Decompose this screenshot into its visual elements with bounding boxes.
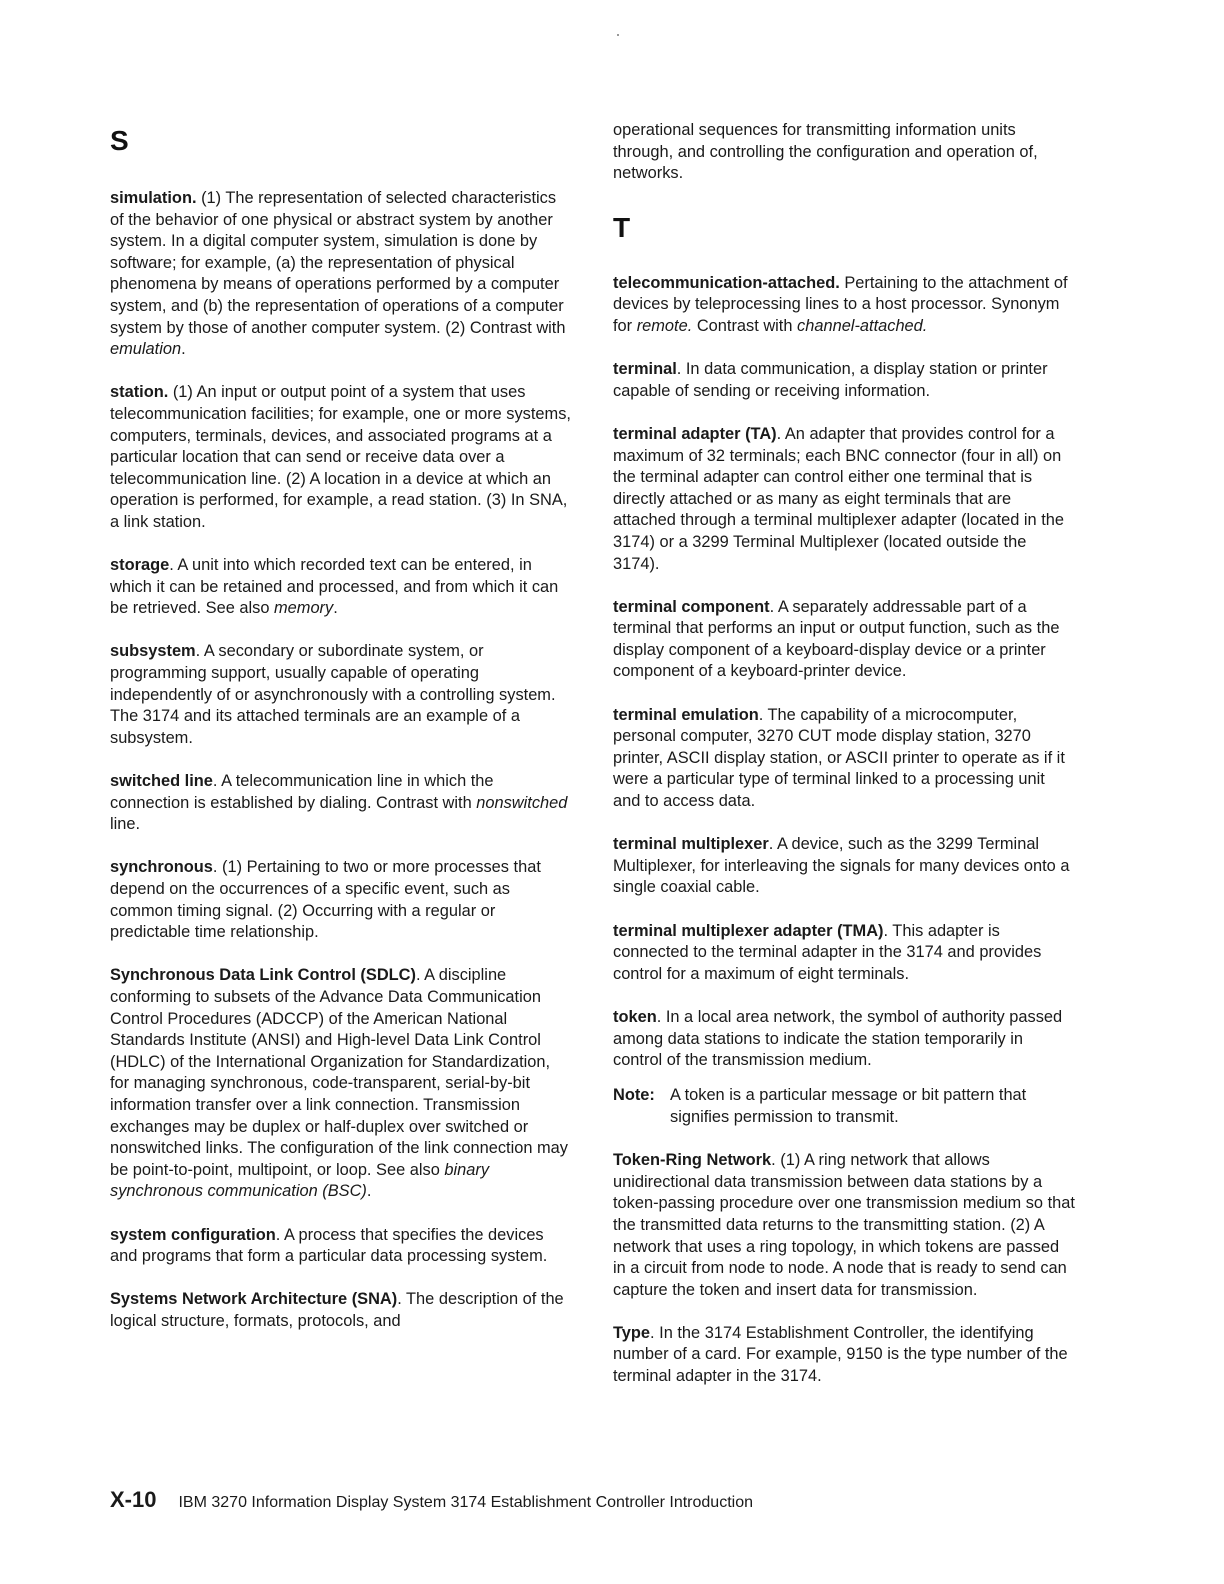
entry-definition-end: . xyxy=(181,340,186,359)
glossary-entry-terminal-component xyxy=(613,597,1075,683)
entry-definition: . In data communication, a display station or printer capable of sending or receiving information. xyxy=(613,360,1048,400)
entry-cross-reference: nonswitched xyxy=(476,793,568,812)
entry-definition-end: . xyxy=(333,599,338,618)
entry-definition: . This adapter is connected to the terminal adapter in the 3174 and provides control for a maximum of eight terminals. xyxy=(613,921,1042,983)
note-label: Note: xyxy=(613,1086,655,1105)
entry-definition: Pertaining to the attachment of devices by teleprocessing lines to a host processor. Synonym for xyxy=(613,273,1068,335)
entry-definition-middle: Contrast with xyxy=(692,316,798,335)
glossary-entry-sna xyxy=(110,1289,572,1332)
entry-term: switched line xyxy=(110,772,213,791)
entry-term: Token-Ring Network xyxy=(613,1151,772,1170)
glossary-entry-terminal-multiplexer xyxy=(613,834,1075,899)
entry-definition: . In the 3174 Establishment Controller, the identifying number of a card. For example, 9150 is the type number of the terminal adapter in the 3174. xyxy=(613,1323,1068,1386)
entry-term: Systems Network Architecture (SNA) xyxy=(110,1290,398,1309)
entry-definition: . A process that specifies the devices and programs that form a particular data processing system. xyxy=(110,1225,548,1266)
glossary-entry-terminal-emulation xyxy=(613,705,1075,813)
entry-definition: (1) An input or output point of a system that uses telecommunication facilities; for example, one or more systems, computers, terminals, devices, and associated programs at a particular location that can send or receive data over a telecommunication line. (2) A location in a device at which an operation is performed, for example, a read station. (3) In SNA, a link station. xyxy=(110,383,571,531)
entry-cross-reference: emulation xyxy=(110,340,182,359)
entry-cross-reference: remote. xyxy=(636,316,693,335)
entry-term: storage xyxy=(110,556,170,575)
entry-definition: . A discipline conforming to subsets of the Advance Data Communication Control Procedures (ADCCP) of the American National Standards Institute (ANSI) and High-level Data Link Control (HDLC) of the International Organization for Standardization, for managing synchronous, code-transparent, serial-by-bit information transfer over a link connection. Transmission exchanges may be duplex or half-duplex over switched or nonswitched links. The configuration of the link connection may be point-to-point, multipoint, or loop. See also xyxy=(110,966,568,1179)
glossary-entry-sdlc xyxy=(110,965,572,1203)
entry-definition: . The description of the logical structure, formats, protocols, and xyxy=(110,1290,564,1330)
entry-term: station. xyxy=(110,383,169,402)
entry-cross-reference: binary synchronous communication (BSC) xyxy=(110,1160,490,1201)
entry-term: terminal component xyxy=(613,597,770,616)
entry-term: Type xyxy=(613,1323,651,1342)
entry-definition: . (1) A ring network that allows unidirectional data transmission between data stations by a token-passing procedure over one transmission medium so that the transmitted data returns to the transmitting station. (2) A network that uses a ring topology, in which tokens are passed in a circuit from node to node. A node that is ready to send can capture the token and insert data for transmission. xyxy=(613,1151,1075,1299)
glossary-entry-simulation xyxy=(110,188,572,361)
note-text: A token is a particular message or bit pattern that signifies permission to transmit. xyxy=(670,1086,1027,1126)
section-heading-t: T xyxy=(613,211,631,243)
scan-speck xyxy=(617,34,619,36)
glossary-entry-synchronous xyxy=(110,857,572,943)
entry-term: terminal emulation xyxy=(613,705,759,724)
glossary-entry-terminal xyxy=(613,359,1075,402)
entry-cross-reference: memory xyxy=(274,599,334,618)
glossary-entry-subsystem xyxy=(110,641,572,749)
entry-term: telecommunication-attached. xyxy=(613,273,840,292)
glossary-entry-tma xyxy=(613,921,1075,986)
entry-cross-reference-2: channel-attached. xyxy=(797,316,928,335)
glossary-entry-telecommunication-attached xyxy=(613,273,1075,338)
entry-term: Synchronous Data Link Control (SDLC) xyxy=(110,966,416,985)
entry-definition: . A device, such as the 3299 Terminal Multiplexer, for interleaving the signals for many devices onto a single coaxial cable. xyxy=(613,835,1070,897)
entry-definition: (1) The representation of selected characteristics of the behavior of one physical or abstract system by another system. In a digital computer system, simulation is done by software; for example, (a) the representation of physical phenomena by means of operations performed by a computer system, and (b) the representation of operations of a computer system by those of another computer system. (2) Contrast with xyxy=(110,189,566,337)
entry-term: subsystem xyxy=(110,642,196,661)
entry-definition: . An adapter that provides control for a maximum of 32 terminals; each BNC connector (four in all) on the terminal adapter can control either one terminal that is directly attached or as many as eight terminals that are attached through a terminal multiplexer adapter (located in the 3174) or a 3299 Terminal Multiplexer (located outside the 3174). xyxy=(613,424,1065,573)
left-column xyxy=(110,118,572,1354)
entry-definition: . A telecommunication line in which the connection is established by dialing. Contrast with xyxy=(110,772,494,812)
entry-definition: . A separately addressable part of a terminal that performs an input or output function, such as the display component of a keyboard-display device or a printer component of a keyboard-printer device. xyxy=(613,597,1060,681)
entry-definition: . (1) Pertaining to two or more processes that depend on the occurrences of a specific event, such as common timing signal. (2) Occurring with a regular or predictable time relationship. xyxy=(110,858,541,942)
glossary-entry-system-configuration xyxy=(110,1225,572,1268)
entry-term: simulation. xyxy=(110,189,197,207)
entry-term: system configuration xyxy=(110,1225,276,1244)
entry-definition: . The capability of a microcomputer, personal computer, 3270 CUT mode display station, 3270 printer, ASCII display station, or ASCII printer to operate as if it were a particular type of terminal linked to a processing unit and to access data. xyxy=(613,705,1065,811)
glossary-entry-station xyxy=(110,382,572,533)
glossary-entry-token xyxy=(613,1007,1075,1072)
entry-definition-end: . xyxy=(366,1182,372,1201)
token-note xyxy=(613,1085,1075,1128)
entry-definition-end: line. xyxy=(110,815,141,834)
entry-term: terminal multiplexer adapter (TMA) xyxy=(613,921,884,940)
page-number: X-10 xyxy=(110,1487,157,1512)
entry-term: terminal adapter (TA) xyxy=(613,424,777,443)
entry-definition: . A unit into which recorded text can be entered, in which it can be retained and processed, and from which it can be retrieved. See also xyxy=(110,556,559,618)
section-heading-s: S xyxy=(110,125,129,156)
entry-term: terminal xyxy=(613,360,677,379)
glossary-entry-token-ring-network xyxy=(613,1150,1075,1301)
entry-definition: . A secondary or subordinate system, or programming support, usually capable of operating independently of or asynchronously with a controlling system. The 3174 and its attached terminals are an example of a subsystem. xyxy=(110,642,556,747)
book-title: IBM 3270 Information Display System 3174 Establishment Controller Introduction xyxy=(178,1494,753,1511)
entry-definition: . In a local area network, the symbol of authority passed among data stations to indicate the station temporarily in control of the transmission medium. xyxy=(613,1007,1063,1070)
entry-term: token xyxy=(613,1007,657,1026)
entry-term: synchronous xyxy=(110,858,213,877)
glossary-entry-terminal-adapter xyxy=(613,424,1075,575)
glossary-entry-storage xyxy=(110,555,572,620)
page-footer xyxy=(110,1487,753,1513)
glossary-entry-type xyxy=(613,1323,1075,1388)
right-column xyxy=(613,120,1075,1409)
sna-entry-continuation: operational sequences for transmitting information units through, and controlling the configuration and operation of, networks. xyxy=(613,121,1038,183)
glossary-entry-switched-line xyxy=(110,771,572,836)
entry-term: terminal multiplexer xyxy=(613,835,769,854)
